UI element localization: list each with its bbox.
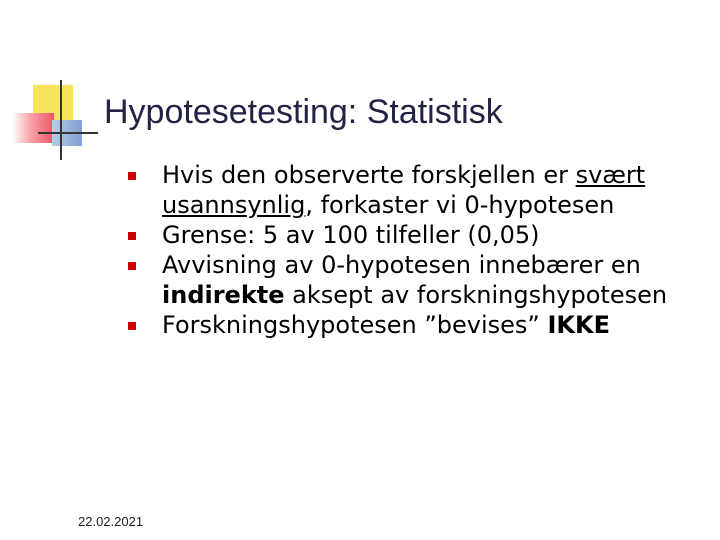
bullet-1-text: Hvis den observerte forskjellen er [162,161,576,189]
slide-decoration [0,0,110,170]
vertical-line-decoration [60,80,62,160]
square-bullet-icon [128,232,136,240]
square-bullet-icon [128,172,136,180]
bullet-list [128,160,703,340]
bullet-item-1 [128,160,703,220]
bullet-item-2 [128,220,703,250]
red-gradient-decoration [12,113,54,143]
bullet-1-text-end: , forkaster vi 0-hypotesen [305,191,615,219]
slide-title: Hypotesetesting: Statistisk [104,93,503,131]
bullet-item-4 [128,310,703,340]
square-bullet-icon [128,322,136,330]
bullet-item-3 [128,250,703,310]
bullet-3-bold-text: indirekte [162,281,285,309]
slide-date: 22.02.2021 [78,514,144,529]
bullet-4-text: Forskningshypotesen ”bevises” [162,311,548,339]
horizontal-line-decoration [38,132,98,134]
bullet-3-text: Avvisning av 0-hypotesen innebærer en [162,251,641,279]
bullet-1-underlined-text: svært usannsynlig [162,161,646,219]
bullet-3-text-end: aksept av forskningshypotesen [284,281,668,309]
bullet-4-bold-text: IKKE [547,311,611,339]
bullet-2-text: Grense: 5 av 100 tilfeller (0,05) [162,221,540,249]
square-bullet-icon [128,262,136,270]
